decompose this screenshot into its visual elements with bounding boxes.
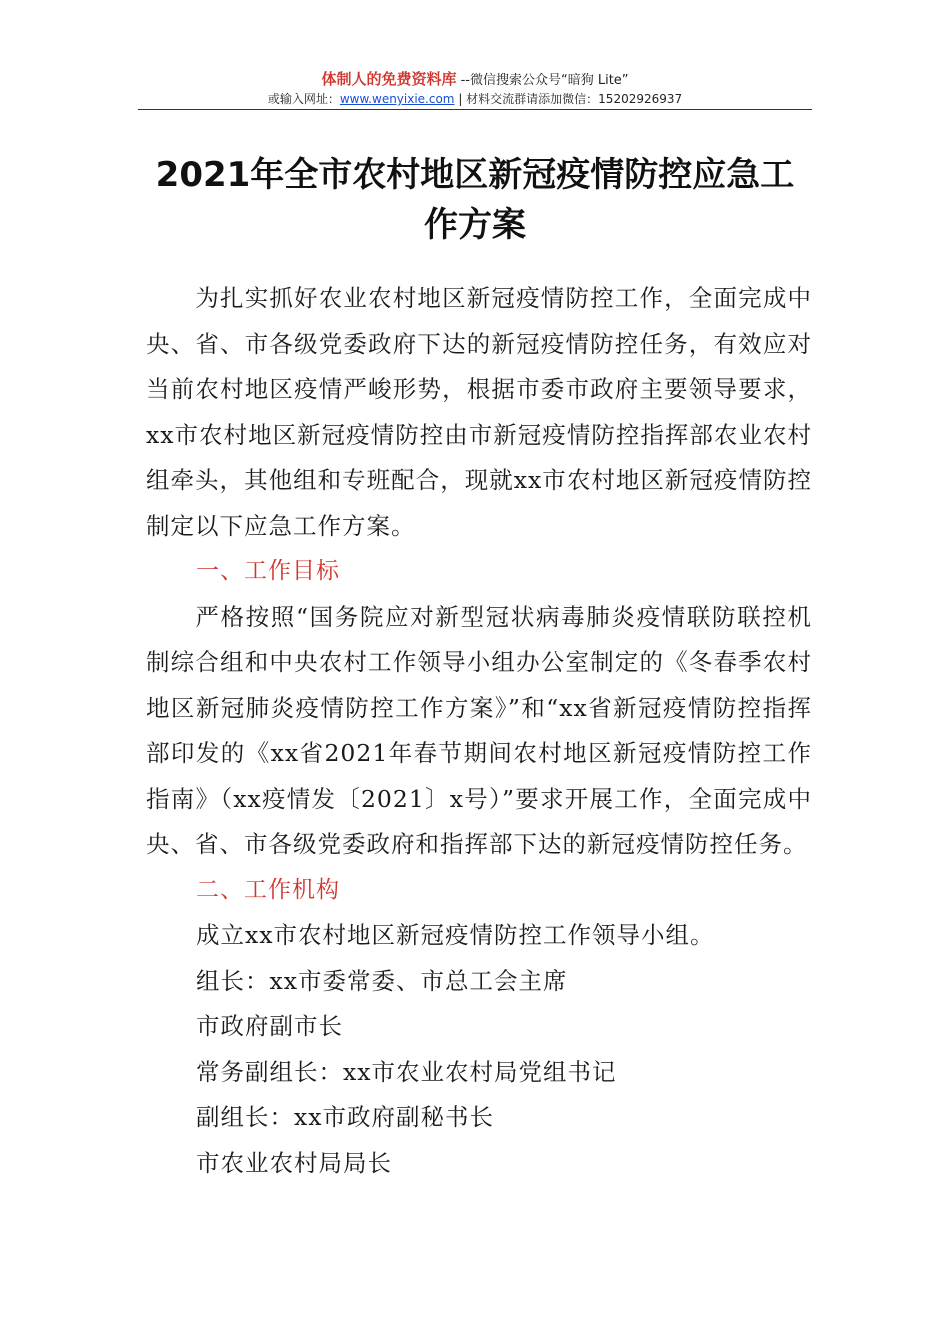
goals-paragraph: 严格按照“国务院应对新型冠状病毒肺炎疫情联防联控机制综合组和中央农村工作领导小组办公室制定的《冬春季农村地区新冠肺炎疫情防控工作方案》”和“xx省新冠疫情防控指挥部印发的《xx省2021年春节期间农村地区新冠疫情防控工作指南》（xx疫情发〔2021〕x号）”要求开展工作，全面完成中央、省、市各级党委政府和指挥部下达的新冠疫情防控任务。: [146, 602, 812, 858]
document-title: 2021年全市农村地区新冠疫情防控应急工作方案: [155, 155, 795, 245]
page-header: [138, 70, 812, 108]
organization-line: 副组长：xx市政府副秘书长: [196, 1103, 495, 1131]
document-body: [146, 276, 812, 1186]
section-heading-organization: 二、工作机构: [196, 876, 340, 903]
header-website-link[interactable]: www.wenyixie.com: [339, 92, 455, 106]
header-contact: | 材料交流群请添加微信：15202926937: [454, 92, 683, 106]
header-tagline: --微信搜索公众号“暗狗 Lite”: [456, 73, 629, 88]
header-brand: 体制人的免费资料库: [321, 70, 457, 88]
section-heading-goals: 一、工作目标: [196, 558, 340, 584]
organization-line: 市农业农村局局长: [196, 1148, 392, 1177]
header-line-2: [138, 90, 812, 108]
header-line-1: [138, 70, 812, 90]
header-divider: [138, 109, 812, 110]
header-url-prefix: 或输入网址：: [267, 92, 340, 106]
organization-line: 成立xx市农村地区新冠疫情防控工作领导小组。: [196, 921, 715, 949]
intro-paragraph: 为扎实抓好农业农村地区新冠疫情防控工作，全面完成中央、省、市各级党委政府下达的新冠疫情防控任务，有效应对当前农村地区疫情严峻形势，根据市委市政府主要领导要求，xx市农村地区新冠疫情防控由市新冠疫情防控指挥部农业农村组牵头，其他组和专班配合，现就xx市农村地区新冠疫情防控制定以下应急工作方案。: [146, 284, 812, 540]
organization-line: 组长：xx市委常委、市总工会主席: [196, 966, 568, 995]
organization-line: 市政府副市长: [196, 1012, 343, 1040]
organization-line: 常务副组长：xx市农业农村局党组书记: [196, 1057, 617, 1086]
